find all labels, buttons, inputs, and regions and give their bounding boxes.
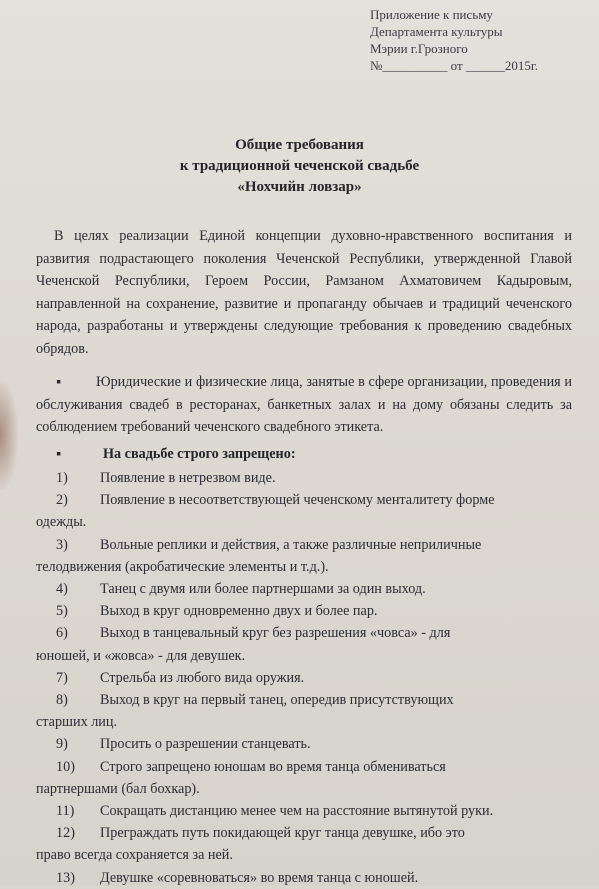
bullet-icon: ▪	[56, 446, 62, 462]
title-line-2: к традиционной чеченской свадьбе	[179, 158, 420, 174]
document-title	[0, 135, 599, 198]
list-item-text: Появление в несоответствующей чеченскому менталитету форме	[100, 492, 495, 509]
list-item-text: Танец с двумя или более партнершами за один выход.	[100, 581, 426, 598]
list-item-continuation: одежды.	[36, 514, 87, 531]
prohibited-heading	[56, 446, 296, 463]
list-item-number: 10)	[56, 758, 75, 775]
prohibited-heading-text: На свадьбе строго запрещено:	[103, 446, 296, 462]
header-line-3: Мэрии г.Грозного	[370, 41, 468, 56]
prohibited-list	[36, 467, 576, 889]
list-item-text: Стрельба из любого вида оружия.	[100, 669, 305, 686]
list-item	[56, 578, 576, 600]
intro-text: В целях реализации Единой концепции духовно-нравственного воспитания и развития подрастающего поколения Чеченской Республики, утвержденной Главой Чеченской Республики, Героем России, Рамзаном Ахматовичем Кадыровым, направленной на сохранение, развитие и пропаганду обычаев и традиций чеченского народа, разработаны и утверждены следующие требования к проведению свадебных обрядов.	[36, 228, 572, 357]
list-item	[56, 600, 576, 622]
list-item-continuation: партнершами (бал бохкар).	[36, 780, 200, 797]
list-item-number: 6)	[56, 625, 68, 642]
list-item-number: 7)	[56, 669, 68, 686]
title-line-1: Общие требования	[235, 137, 364, 153]
bullet-icon: ▪	[56, 374, 62, 390]
intro-paragraph	[36, 225, 572, 361]
list-item-text: Строго запрещено юношам во время танца обмениваться	[100, 758, 446, 775]
list-item-number: 9)	[56, 736, 68, 753]
list-item-text: Вольные реплики и действия, а также различные неприличные	[100, 536, 482, 553]
header-line-4: №__________ от ______2015г.	[370, 58, 539, 73]
list-item-number: 11)	[56, 803, 75, 820]
list-item-text: Выход в круг одновременно двух и более пар.	[100, 603, 378, 620]
list-item-number: 2)	[56, 492, 68, 509]
list-item-text: Сокращать дистанцию менее чем на расстояние вытянутой руки.	[100, 803, 494, 820]
list-item	[56, 800, 576, 822]
list-item-text: Преграждать путь покидающей круг танца девушке, ибо это	[100, 825, 465, 842]
list-item-number: 5)	[56, 603, 68, 620]
list-item-number: 13)	[56, 869, 75, 886]
header-line-2: Департамента культуры	[370, 24, 503, 39]
list-item	[56, 667, 576, 689]
header-line-1: Приложение к письму	[370, 7, 493, 22]
list-item	[56, 689, 576, 711]
list-item	[56, 622, 576, 644]
list-item-text: Выход в круг на первый танец, опередив присутствующих	[100, 692, 454, 709]
list-item-continuation: право всегда сохраняется за ней.	[36, 847, 233, 864]
list-item-number: 12)	[56, 825, 75, 842]
list-item-continuation: старших лиц.	[36, 714, 118, 731]
list-item-continuation: телодвижения (акробатические элементы и т.д.).	[36, 558, 329, 575]
finger-shadow	[0, 380, 18, 490]
list-item-number: 1)	[56, 470, 68, 486]
list-item	[56, 822, 576, 844]
list-item-number: 3)	[56, 536, 68, 553]
list-item	[56, 489, 576, 511]
list-item	[56, 733, 576, 755]
title-line-3: «Нохчийн ловзар»	[237, 179, 362, 195]
list-item-text: Выход в танцевальный круг без разрешения «човса» - для	[100, 625, 451, 642]
list-item	[56, 467, 576, 489]
list-item-text: Просить о разрешении станцевать.	[100, 736, 311, 753]
list-item-number: 4)	[56, 581, 68, 598]
list-item-continuation: юношей, и «жовса» - для девушек.	[36, 647, 246, 664]
letter-appendix-header	[370, 6, 590, 74]
list-item-text: Девушке «соревноваться» во время танца с юношей.	[100, 869, 419, 886]
list-item	[56, 756, 576, 778]
list-item-text: Появление в нетрезвом виде.	[100, 470, 276, 486]
list-item	[56, 534, 576, 556]
list-item-number: 8)	[56, 692, 68, 709]
obligation-text: Юридические и физические лица, занятые в сфере организации, проведения и обслуживания свадеб в ресторанах, банкетных залах и на дому обязаны следить за соблюдением требований чеченского свадебного этикета.	[36, 374, 572, 436]
obligation-paragraph	[36, 371, 572, 439]
